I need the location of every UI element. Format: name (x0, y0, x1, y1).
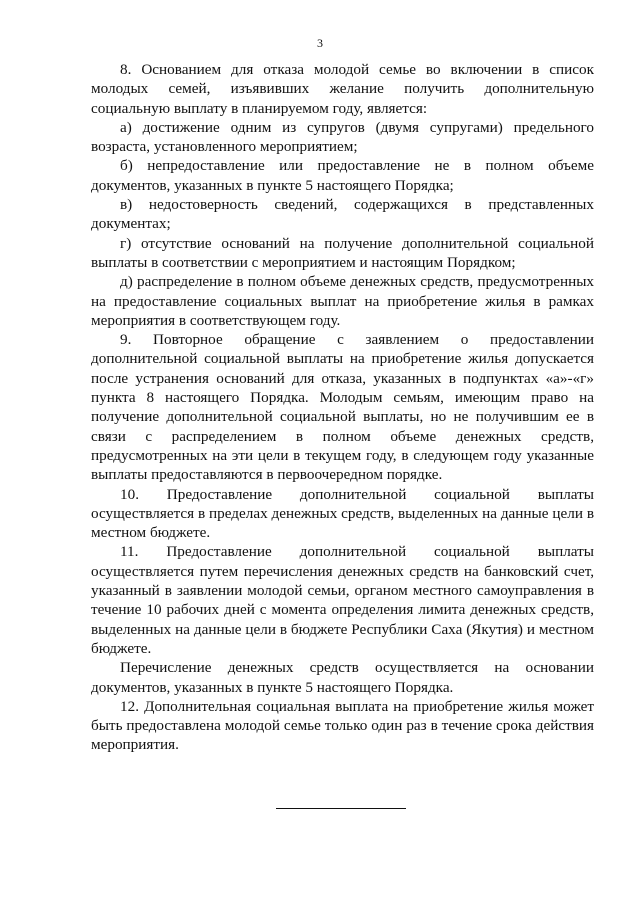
paragraph-clause-11: 11. Предоставление дополнительной социальной выплаты осуществляется путем перечисления денежных средств на банковский счет, указанный в заявлении молодой семьи, органом местного самоуправления в течение 10 рабочих дней с момента определения лимита денежных средств, выделенных на данные цели в бюджете Республики Саха (Якутия) и местном бюджете. (91, 543, 594, 657)
paragraph-clause-12: 12. Дополнительная социальная выплата на приобретение жилья может быть предоставлена молодой семье только один раз в течение срока действия мероприятия. (91, 697, 594, 754)
paragraph-item-a: а) достижение одним из супругов (двумя супругами) предельного возраста, установленного мероприятием; (91, 118, 594, 156)
paragraph-item-v: в) недостоверность сведений, содержащихся в представленных документах; (91, 196, 594, 233)
page-number: 3 (317, 36, 323, 50)
paragraph-item-g: г) отсутствие оснований на получение дополнительной социальной выплаты в соответствии с мероприятием и настоящим Порядком; (91, 234, 594, 271)
end-rule-divider (276, 808, 406, 809)
paragraph-transfer: Перечисление денежных средств осуществляется на основании документов, указанных в пункте 5 настоящего Порядка. (91, 659, 594, 696)
paragraph-clause-9: 9. Повторное обращение с заявлением о предоставлении дополнительной социальной выплаты на приобретение жилья допускается после устранения оснований для отказа, указанных в подпунктах «а»-«г» пункта 8 настоящего Порядка. Молодым семьям, имеющим право на получение дополнительной социальной выплаты, но не получившим ее в связи с распределением в полном объеме денежных средств, предусмотренных на эти цели в текущем году, в следующем году указанные выплаты предоставляются в первоочередном порядке. (91, 331, 594, 484)
document-body (91, 60, 594, 755)
paragraph-clause-8: 8. Основанием для отказа молодой семье во включении в список молодых семей, изъявивших желание получить дополнительную социальную выплату в планируемом году, является: (91, 61, 594, 117)
paragraph-clause-10: 10. Предоставление дополнительной социальной выплаты осуществляется в пределах денежных средств, выделенных на данные цели в местном бюджете. (91, 485, 594, 542)
paragraph-item-d: д) распределение в полном объеме денежных средств, предусмотренных на предоставление социальных выплат на приобретение жилья в рамках мероприятия в соответствующем году. (91, 273, 594, 329)
paragraph-item-b: б) непредоставление или предоставление не в полном объеме документов, указанных в пункте 5 настоящего Порядка; (91, 157, 594, 194)
